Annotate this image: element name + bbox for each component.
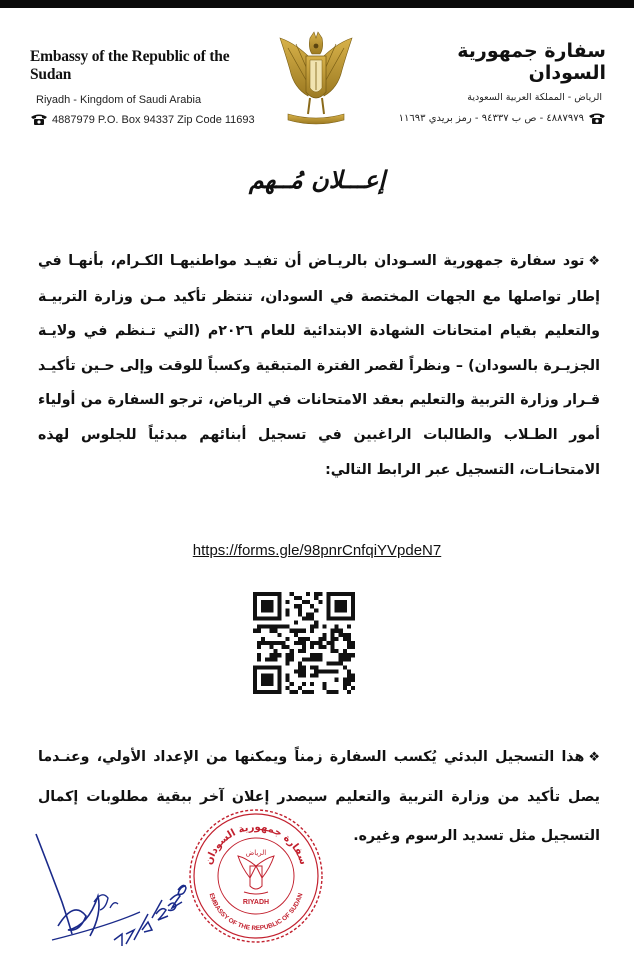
handwritten-signature-icon <box>28 830 188 950</box>
letterhead-arabic <box>376 40 606 125</box>
top-border <box>0 0 634 8</box>
seal-english-text: EMBASSY OF THE REPUBLIC OF SUDAN <box>207 892 305 933</box>
embassy-name-arabic: سفارة جمهورية السودان <box>457 40 606 84</box>
embassy-location-arabic: الرياض - المملكة العربية السعودية <box>467 92 602 103</box>
registration-link[interactable]: https://forms.gle/98pnrCnfqiYVpdeN7 <box>192 542 442 559</box>
seal-english-city: RIYADH <box>242 899 270 906</box>
diamond-bullet-icon: ❖ <box>588 254 600 269</box>
svg-text:سفارة جمهورية السودان <box>203 822 308 866</box>
letterhead-english <box>30 48 270 126</box>
diamond-bullet-icon: ❖ <box>588 750 600 765</box>
embassy-name-english: Embassy of the Republic of the Sudan <box>30 48 230 83</box>
embassy-contact-english <box>30 113 270 126</box>
seal-arabic-city: الرياض <box>245 849 267 857</box>
embassy-contact-arabic <box>376 112 606 125</box>
embassy-seal-icon <box>186 806 326 946</box>
seal-arabic-text: سفارة جمهورية السودان <box>203 821 309 867</box>
contact-text-arabic: ٤٨٨٧٩٧٩ - ص ب ٩٤٣٣٧ - رمز بريدي ١١٦٩٣ <box>398 113 584 124</box>
contact-text-english: 4887979 P.O. Box 94337 Zip Code 11693 <box>52 113 255 126</box>
notice-paragraph-1 <box>38 244 600 487</box>
paragraph-1-text: تود سفارة جمهورية السـودان بالريـاض أن تفيـد مواطنيهـا الكـرام، بأنهـا في إطار تواصلها مع الجهات المختصة في السودان، تنتظر تأكيد مـن وزارة التربيـة والتعليم بقيام امتحانات الشهادة الابتدائية للعام ٢٠٢٦م (التي تـنظم في ولايـة الجزيـرة بالسودان) – ونظراً لقصر الفترة المتبقية وكسباً للوقت وإلى حـين تأكيـد قـرار وزارة التربية والتعليم بعقد الامتحانات في الرياض، ترجو السفارة من أولياء أمور الطـلاب والطالبات الراغبين في تسجيل أبنائهم مبدئياً للجلوس لهذه الامتحانـات، التسجيل عبر الرابط التالي: <box>38 253 600 478</box>
sudan-secretary-bird-emblem-icon <box>274 30 358 130</box>
qr-code-icon <box>253 592 355 694</box>
telephone-icon <box>588 112 606 125</box>
notice-heading: إعـــلان مُــهم <box>248 165 386 194</box>
telephone-icon <box>30 113 48 126</box>
embassy-location-english: Riyadh - Kingdom of Saudi Arabia <box>36 94 202 106</box>
paragraph-2-text: هذا التسجيل البدئي يُكسب السفارة زمناً ويمكنها من الإعداد الأولي، وعنـدما يصل تأكيد من وزارة التربية والتعليم سيصدر إعلان آخر ببقية مطلوبات إكمال التسجيل مثل تسديد الرسوم وغيره. <box>38 749 600 844</box>
